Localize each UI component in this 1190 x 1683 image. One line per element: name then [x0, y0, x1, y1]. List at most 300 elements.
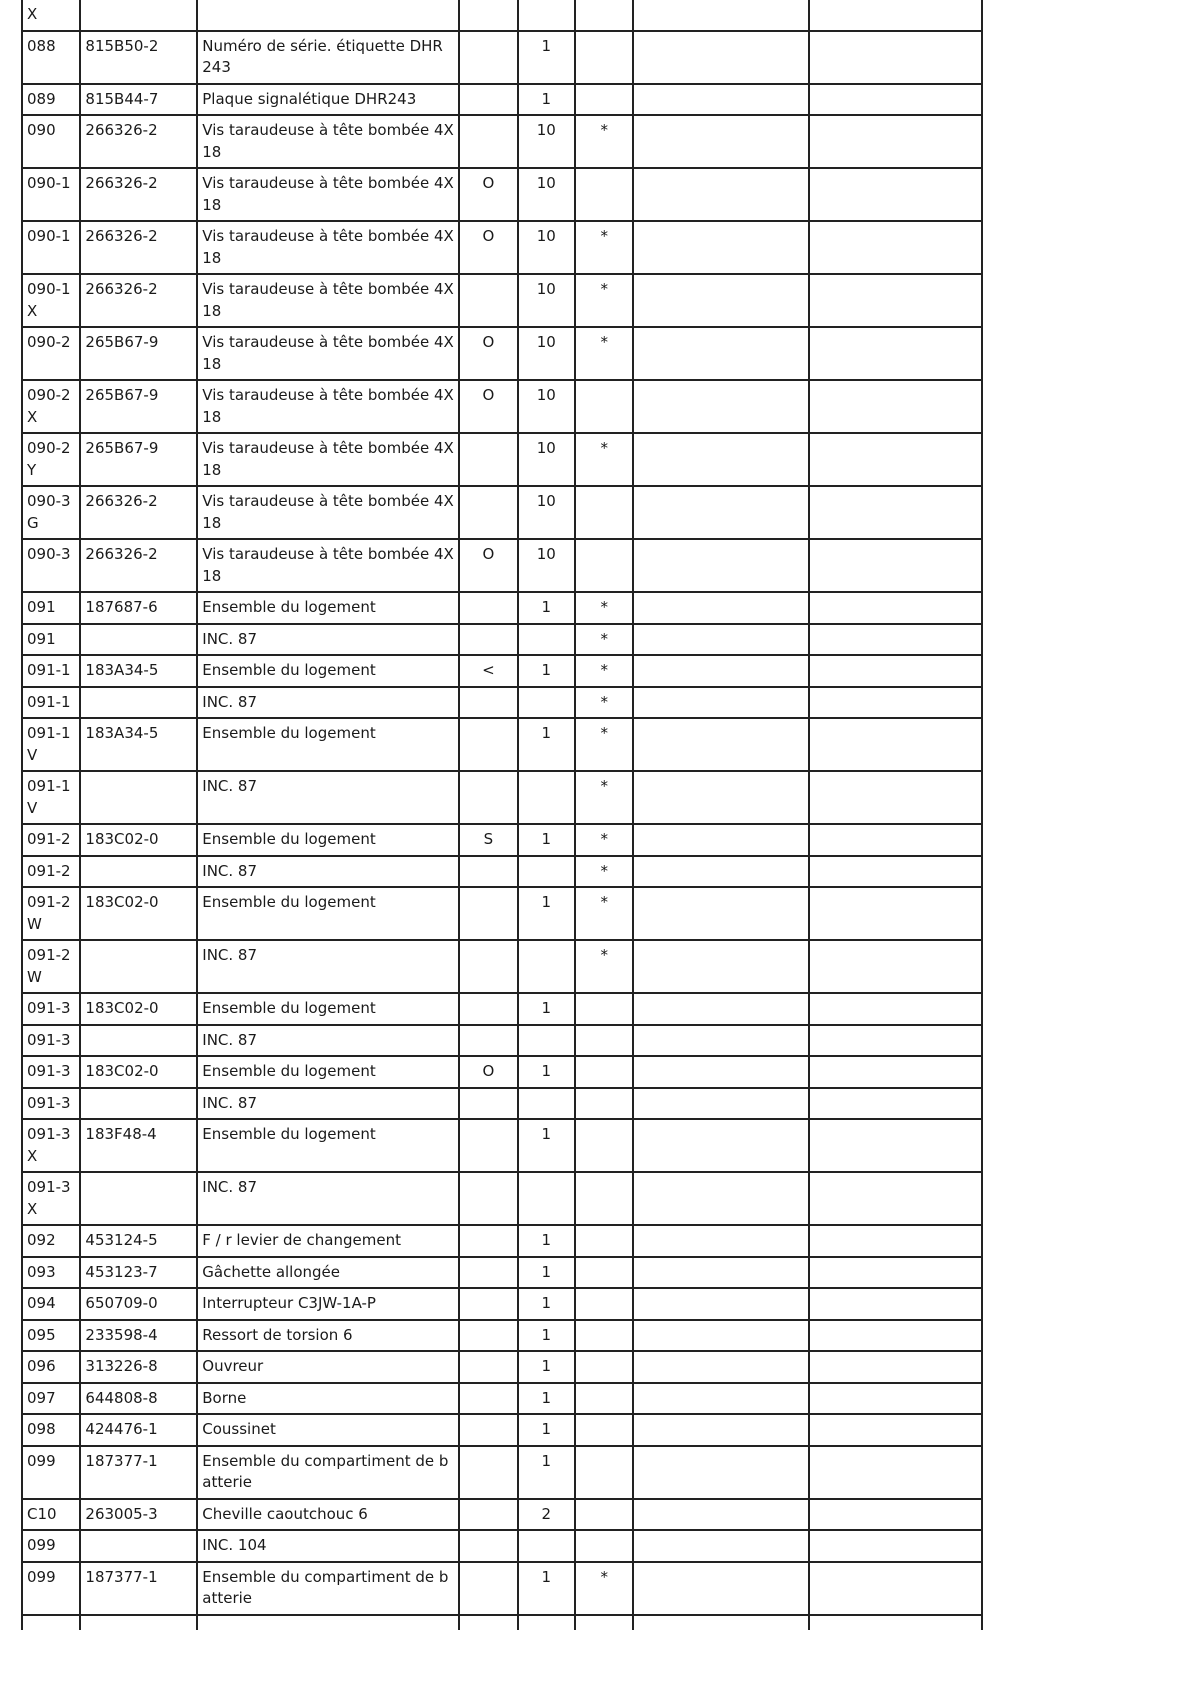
table-row [22, 1257, 982, 1289]
table-row [22, 1414, 982, 1446]
cell-note [459, 0, 517, 31]
cell-item-no: 090 [22, 115, 80, 168]
cell-note: O [459, 380, 517, 433]
cell-star: * [575, 687, 633, 719]
cell-extra-1 [633, 380, 808, 433]
cell-quantity: 1 [518, 31, 575, 84]
cell-item-no: 090-3 [22, 539, 80, 592]
cell-description: Ensemble du compartiment de b atterie [197, 1562, 459, 1615]
cell-item-no: 099 [22, 1446, 80, 1499]
cell-description: Ensemble du logement [197, 993, 459, 1025]
cell-empty [197, 1615, 459, 1630]
cell-quantity: 1 [518, 1414, 575, 1446]
cell-extra-1 [633, 940, 808, 993]
cell-quantity: 10 [518, 274, 575, 327]
cell-star: * [575, 274, 633, 327]
cell-item-no: 090-1 [22, 168, 80, 221]
cell-star [575, 1446, 633, 1499]
cell-note: O [459, 1056, 517, 1088]
cell-description: INC. 87 [197, 1088, 459, 1120]
cell-note [459, 31, 517, 84]
cell-description: Vis taraudeuse à tête bombée 4X 18 [197, 274, 459, 327]
cell-star: * [575, 856, 633, 888]
cell-description: Ensemble du logement [197, 1056, 459, 1088]
cell-note [459, 1225, 517, 1257]
cell-extra-2 [809, 433, 982, 486]
cell-quantity [518, 1530, 575, 1562]
cell-note [459, 1383, 517, 1415]
cell-extra-2 [809, 1320, 982, 1352]
cell-part-no: 266326-2 [80, 274, 197, 327]
cell-quantity: 10 [518, 486, 575, 539]
cell-quantity: 1 [518, 718, 575, 771]
cell-empty [575, 1615, 633, 1630]
cell-extra-1 [633, 1088, 808, 1120]
table-row [22, 1088, 982, 1120]
cell-part-no [80, 1025, 197, 1057]
cell-quantity [518, 0, 575, 31]
cell-description: INC. 104 [197, 1530, 459, 1562]
cell-part-no: 265B67-9 [80, 327, 197, 380]
cell-note [459, 115, 517, 168]
cell-description: Ensemble du logement [197, 824, 459, 856]
cell-extra-2 [809, 1562, 982, 1615]
table-row [22, 1499, 982, 1531]
cell-extra-1 [633, 1446, 808, 1499]
cell-quantity: 1 [518, 1562, 575, 1615]
cell-extra-1 [633, 771, 808, 824]
parts-table [21, 0, 983, 1630]
cell-star: * [575, 624, 633, 656]
cell-extra-2 [809, 486, 982, 539]
cell-extra-2 [809, 718, 982, 771]
cell-part-no: 424476-1 [80, 1414, 197, 1446]
table-row [22, 1351, 982, 1383]
cell-note [459, 1562, 517, 1615]
cell-star [575, 84, 633, 116]
cell-item-no: 092 [22, 1225, 80, 1257]
cell-extra-2 [809, 887, 982, 940]
cell-extra-1 [633, 115, 808, 168]
cell-quantity: 10 [518, 168, 575, 221]
table-row [22, 31, 982, 84]
cell-extra-2 [809, 1499, 982, 1531]
cell-star [575, 539, 633, 592]
cell-quantity: 10 [518, 539, 575, 592]
cell-extra-1 [633, 718, 808, 771]
cell-note [459, 1499, 517, 1531]
cell-part-no: 265B67-9 [80, 433, 197, 486]
cell-note [459, 1257, 517, 1289]
cell-description [197, 0, 459, 31]
cell-quantity: 1 [518, 993, 575, 1025]
cell-note [459, 592, 517, 624]
table-row [22, 1056, 982, 1088]
cell-extra-2 [809, 1383, 982, 1415]
cell-extra-2 [809, 1088, 982, 1120]
cell-description: Vis taraudeuse à tête bombée 4X 18 [197, 327, 459, 380]
table-row [22, 1025, 982, 1057]
cell-part-no: 266326-2 [80, 539, 197, 592]
cell-note: O [459, 168, 517, 221]
cell-part-no: 815B50-2 [80, 31, 197, 84]
cell-quantity: 1 [518, 1119, 575, 1172]
table-row [22, 221, 982, 274]
cell-empty [80, 1615, 197, 1630]
cell-star: * [575, 1562, 633, 1615]
cell-description: INC. 87 [197, 1025, 459, 1057]
cell-quantity: 1 [518, 655, 575, 687]
cell-star: * [575, 718, 633, 771]
cell-item-no: 091-1 [22, 687, 80, 719]
cell-star [575, 1320, 633, 1352]
cell-note [459, 274, 517, 327]
cell-description: INC. 87 [197, 771, 459, 824]
cell-extra-2 [809, 539, 982, 592]
cell-extra-1 [633, 1383, 808, 1415]
cell-description: Vis taraudeuse à tête bombée 4X 18 [197, 380, 459, 433]
cell-extra-1 [633, 1351, 808, 1383]
cell-description: Ensemble du compartiment de b atterie [197, 1446, 459, 1499]
cell-quantity: 1 [518, 1320, 575, 1352]
cell-part-no: 183C02-0 [80, 993, 197, 1025]
cell-part-no [80, 1088, 197, 1120]
cell-star [575, 1414, 633, 1446]
cell-note [459, 486, 517, 539]
cell-star [575, 1499, 633, 1531]
table-row [22, 856, 982, 888]
cell-extra-1 [633, 624, 808, 656]
cell-extra-2 [809, 0, 982, 31]
cell-quantity: 10 [518, 380, 575, 433]
cell-star [575, 380, 633, 433]
cell-note [459, 1414, 517, 1446]
table-row [22, 771, 982, 824]
cell-description: Interrupteur C3JW-1A-P [197, 1288, 459, 1320]
cell-extra-1 [633, 327, 808, 380]
cell-extra-2 [809, 84, 982, 116]
table-row [22, 115, 982, 168]
cell-extra-1 [633, 1562, 808, 1615]
cell-item-no: 091-2 [22, 824, 80, 856]
cell-extra-1 [633, 1414, 808, 1446]
cell-quantity: 1 [518, 1225, 575, 1257]
cell-item-no: 091 [22, 624, 80, 656]
cell-extra-1 [633, 168, 808, 221]
cell-part-no: 187377-1 [80, 1446, 197, 1499]
cell-quantity: 1 [518, 1446, 575, 1499]
table-row [22, 940, 982, 993]
table-row [22, 1446, 982, 1499]
cell-item-no: 096 [22, 1351, 80, 1383]
cell-empty [633, 1615, 808, 1630]
cell-empty [809, 1615, 982, 1630]
cell-part-no [80, 856, 197, 888]
cell-item-no: 090-3 G [22, 486, 80, 539]
cell-star: * [575, 433, 633, 486]
cell-item-no: 093 [22, 1257, 80, 1289]
cell-quantity [518, 856, 575, 888]
table-row [22, 539, 982, 592]
cell-description: Vis taraudeuse à tête bombée 4X 18 [197, 168, 459, 221]
table-row [22, 993, 982, 1025]
cell-quantity [518, 1025, 575, 1057]
cell-extra-1 [633, 221, 808, 274]
cell-quantity [518, 771, 575, 824]
cell-extra-1 [633, 1499, 808, 1531]
cell-note [459, 940, 517, 993]
cell-part-no: 313226-8 [80, 1351, 197, 1383]
cell-description: Borne [197, 1383, 459, 1415]
parts-list-page [21, 0, 983, 1630]
cell-quantity: 1 [518, 592, 575, 624]
cell-note [459, 433, 517, 486]
cell-part-no: 650709-0 [80, 1288, 197, 1320]
cell-note [459, 993, 517, 1025]
cell-star [575, 1025, 633, 1057]
cell-part-no: 265B67-9 [80, 380, 197, 433]
cell-extra-1 [633, 856, 808, 888]
cell-extra-2 [809, 1530, 982, 1562]
cell-item-no: 099 [22, 1562, 80, 1615]
cell-star: * [575, 655, 633, 687]
cell-star: * [575, 221, 633, 274]
cell-item-no: 090-1 X [22, 274, 80, 327]
cell-quantity: 10 [518, 433, 575, 486]
cell-item-no: 091 [22, 592, 80, 624]
cell-quantity: 10 [518, 327, 575, 380]
cell-description: INC. 87 [197, 940, 459, 993]
cell-note [459, 1320, 517, 1352]
cell-extra-1 [633, 1172, 808, 1225]
cell-empty [459, 1615, 517, 1630]
cell-note [459, 1088, 517, 1120]
cell-extra-1 [633, 433, 808, 486]
cell-extra-1 [633, 539, 808, 592]
cell-item-no: 090-2 Y [22, 433, 80, 486]
cell-description: Ensemble du logement [197, 655, 459, 687]
table-row [22, 168, 982, 221]
cell-extra-2 [809, 1025, 982, 1057]
cell-extra-2 [809, 115, 982, 168]
cell-extra-2 [809, 1446, 982, 1499]
cell-extra-1 [633, 655, 808, 687]
cell-description: INC. 87 [197, 1172, 459, 1225]
cell-description: INC. 87 [197, 856, 459, 888]
cell-star: * [575, 824, 633, 856]
cell-extra-2 [809, 1225, 982, 1257]
cell-quantity [518, 687, 575, 719]
cell-extra-2 [809, 31, 982, 84]
cell-extra-2 [809, 940, 982, 993]
cell-extra-2 [809, 1288, 982, 1320]
cell-star [575, 1088, 633, 1120]
cell-extra-1 [633, 824, 808, 856]
cell-star [575, 168, 633, 221]
cell-description: Ensemble du logement [197, 1119, 459, 1172]
cell-quantity: 10 [518, 221, 575, 274]
cell-star [575, 993, 633, 1025]
cell-part-no: 183A34-5 [80, 718, 197, 771]
cell-star [575, 1257, 633, 1289]
table-row [22, 887, 982, 940]
cell-item-no: 091-1 [22, 655, 80, 687]
cell-part-no: 453124-5 [80, 1225, 197, 1257]
table-row-partial-top [22, 0, 982, 31]
cell-item-no: 091-2 W [22, 887, 80, 940]
cell-extra-1 [633, 84, 808, 116]
cell-note [459, 887, 517, 940]
cell-part-no: 183C02-0 [80, 824, 197, 856]
cell-item-no: 098 [22, 1414, 80, 1446]
cell-description: Ensemble du logement [197, 592, 459, 624]
cell-extra-2 [809, 1257, 982, 1289]
cell-extra-2 [809, 824, 982, 856]
cell-star: * [575, 115, 633, 168]
table-row [22, 687, 982, 719]
cell-extra-2 [809, 1414, 982, 1446]
cell-description: Vis taraudeuse à tête bombée 4X 18 [197, 115, 459, 168]
cell-part-no: 187687-6 [80, 592, 197, 624]
parts-table-body [22, 0, 982, 1630]
cell-note: O [459, 327, 517, 380]
cell-part-no: 266326-2 [80, 168, 197, 221]
cell-quantity: 1 [518, 1288, 575, 1320]
cell-part-no: 183A34-5 [80, 655, 197, 687]
cell-extra-1 [633, 887, 808, 940]
table-row [22, 486, 982, 539]
table-row [22, 327, 982, 380]
cell-star [575, 1056, 633, 1088]
cell-note [459, 687, 517, 719]
cell-extra-1 [633, 1025, 808, 1057]
cell-item-no: 091-3 [22, 1056, 80, 1088]
cell-extra-1 [633, 1056, 808, 1088]
cell-part-no: 644808-8 [80, 1383, 197, 1415]
cell-item-no: 090-1 [22, 221, 80, 274]
cell-star [575, 0, 633, 31]
cell-quantity: 1 [518, 824, 575, 856]
table-row [22, 592, 982, 624]
cell-description: Vis taraudeuse à tête bombée 4X 18 [197, 486, 459, 539]
cell-extra-1 [633, 687, 808, 719]
cell-quantity: 1 [518, 84, 575, 116]
cell-star [575, 1383, 633, 1415]
cell-part-no [80, 940, 197, 993]
cell-part-no: 263005-3 [80, 1499, 197, 1531]
cell-note [459, 624, 517, 656]
cell-extra-2 [809, 274, 982, 327]
cell-extra-2 [809, 856, 982, 888]
cell-description: INC. 87 [197, 687, 459, 719]
cell-quantity: 1 [518, 1257, 575, 1289]
cell-part-no [80, 771, 197, 824]
table-row [22, 1383, 982, 1415]
cell-extra-2 [809, 1172, 982, 1225]
cell-quantity: 2 [518, 1499, 575, 1531]
cell-note: O [459, 539, 517, 592]
cell-quantity [518, 624, 575, 656]
cell-item-no: 091-1 V [22, 771, 80, 824]
cell-item-no: 097 [22, 1383, 80, 1415]
cell-part-no: 233598-4 [80, 1320, 197, 1352]
cell-extra-1 [633, 486, 808, 539]
cell-extra-1 [633, 1119, 808, 1172]
table-row [22, 1320, 982, 1352]
cell-note [459, 718, 517, 771]
cell-extra-1 [633, 31, 808, 84]
table-row [22, 1562, 982, 1615]
cell-part-no: 266326-2 [80, 486, 197, 539]
table-row [22, 1172, 982, 1225]
cell-part-no: 183C02-0 [80, 887, 197, 940]
cell-description: Plaque signalétique DHR243 [197, 84, 459, 116]
cell-star: * [575, 327, 633, 380]
cell-note [459, 1119, 517, 1172]
table-row [22, 274, 982, 327]
cell-empty [518, 1615, 575, 1630]
cell-note [459, 1446, 517, 1499]
cell-extra-2 [809, 1119, 982, 1172]
cell-extra-1 [633, 1320, 808, 1352]
cell-item-no: 099 [22, 1530, 80, 1562]
cell-note [459, 1288, 517, 1320]
cell-item-no: 091-2 W [22, 940, 80, 993]
table-row [22, 380, 982, 433]
cell-extra-2 [809, 1351, 982, 1383]
cell-item-no: 088 [22, 31, 80, 84]
cell-note [459, 771, 517, 824]
cell-part-no [80, 1172, 197, 1225]
cell-quantity: 1 [518, 1351, 575, 1383]
cell-part-no: 266326-2 [80, 115, 197, 168]
table-row [22, 718, 982, 771]
cell-part-no [80, 687, 197, 719]
cell-item-no: 091-2 [22, 856, 80, 888]
cell-extra-2 [809, 327, 982, 380]
cell-item-no: C10 [22, 1499, 80, 1531]
table-row [22, 655, 982, 687]
cell-star [575, 1119, 633, 1172]
cell-part-no: 183F48-4 [80, 1119, 197, 1172]
cell-part-no [80, 624, 197, 656]
cell-note: < [459, 655, 517, 687]
cell-star [575, 1288, 633, 1320]
table-row [22, 1225, 982, 1257]
cell-part-no: 183C02-0 [80, 1056, 197, 1088]
table-row [22, 624, 982, 656]
cell-extra-1 [633, 1530, 808, 1562]
cell-star [575, 31, 633, 84]
cell-star: * [575, 771, 633, 824]
cell-note: O [459, 221, 517, 274]
cell-extra-1 [633, 1225, 808, 1257]
cell-star [575, 1172, 633, 1225]
cell-quantity: 1 [518, 1383, 575, 1415]
cell-extra-2 [809, 221, 982, 274]
cell-note [459, 1025, 517, 1057]
cell-extra-2 [809, 380, 982, 433]
cell-item-no: 091-3 [22, 993, 80, 1025]
cell-description: F / r levier de changement [197, 1225, 459, 1257]
cell-item-no: 094 [22, 1288, 80, 1320]
cell-extra-2 [809, 592, 982, 624]
cell-part-no [80, 1530, 197, 1562]
cell-note [459, 856, 517, 888]
cell-extra-2 [809, 993, 982, 1025]
cell-description: Ouvreur [197, 1351, 459, 1383]
cell-extra-1 [633, 1257, 808, 1289]
